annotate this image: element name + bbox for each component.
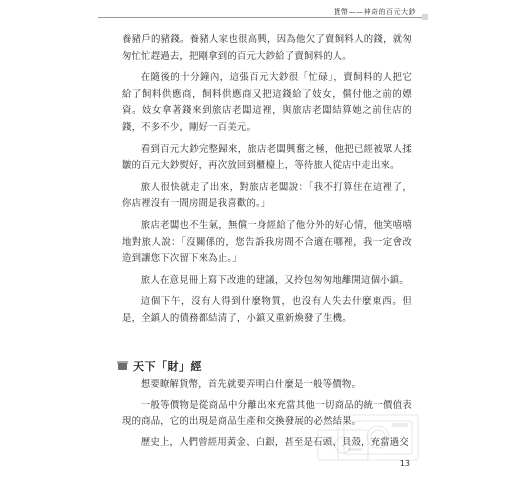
- paragraph: 這個下午，沒有人得到什麼物質，也沒有人失去什麼東西。但是，全鎮人的債務都結清了，小鎮又重新煥發了生機。: [122, 296, 412, 324]
- paragraph: 旅店老闆也不生氣，無償一身經給了他分外的好心情，他笑嘻嘻地對旅人說：「沒關係的，您告訴我房間不合適在哪裡，我一定會改造到讓您下次留下來為止。」: [122, 219, 412, 265]
- paragraph: 想要瞭解貨幣，首先就要弄明白什麼是一般等價物。: [140, 379, 362, 390]
- treasure-chest-icon: [117, 361, 129, 371]
- page-number: 13: [399, 459, 410, 468]
- paragraph: 看到百元大鈔完整歸來，旅店老闆興奮之極，他把已經被眾人揉皺的百元大鈔熨好，再次放回到櫃檯上，等待旅人從店中走出來。: [122, 143, 412, 172]
- header-marker: [422, 14, 428, 20]
- section-heading: [117, 358, 202, 374]
- paragraph: 旅人很快就走了出來，對旅店老闆說：「我不打算住在這裡了，你店裡沒有一間房間是我喜歡的。」: [122, 181, 412, 210]
- paragraph: 歷史上，人們曾經用黃金、白銀，甚至是石頭、貝殼，充當過交: [140, 436, 409, 448]
- running-header: 貨幣——神奇的百元大鈔: [333, 8, 416, 16]
- header-rule: [98, 17, 428, 18]
- body-text: [122, 32, 412, 333]
- paragraph: 旅人在意見冊上寫下改進的建議，又拎包匆匆地離開這個小鎮。: [140, 274, 409, 286]
- paragraph: 一般等價物是從商品中分離出來充當其他一切商品的統一價值表現的商品，它的出現是商品生產和交換發展的必然結果。: [122, 399, 412, 428]
- section-title: 天下「財」經: [133, 360, 202, 373]
- paragraph: 在隨後的十分鐘內，這張百元大鈔很「忙碌」，賣飼料的人把它給了飼料供應商，飼料供應商又把這錢給了妓女，償付他之前的嫖資。妓女拿著錢來到旅店老闆這裡，與旅店老闆結算她之前住店的錢，不多不少，剛好一百美元。: [122, 72, 412, 133]
- banknote-watermark-art: [308, 395, 428, 470]
- paragraph: 養豬戶的豬錢。養豬人家也很高興，因為他欠了賣飼料人的錢，就匆匆忙忙趕過去，把剛拿到的百元大鈔給了賣飼料的人。: [122, 34, 412, 62]
